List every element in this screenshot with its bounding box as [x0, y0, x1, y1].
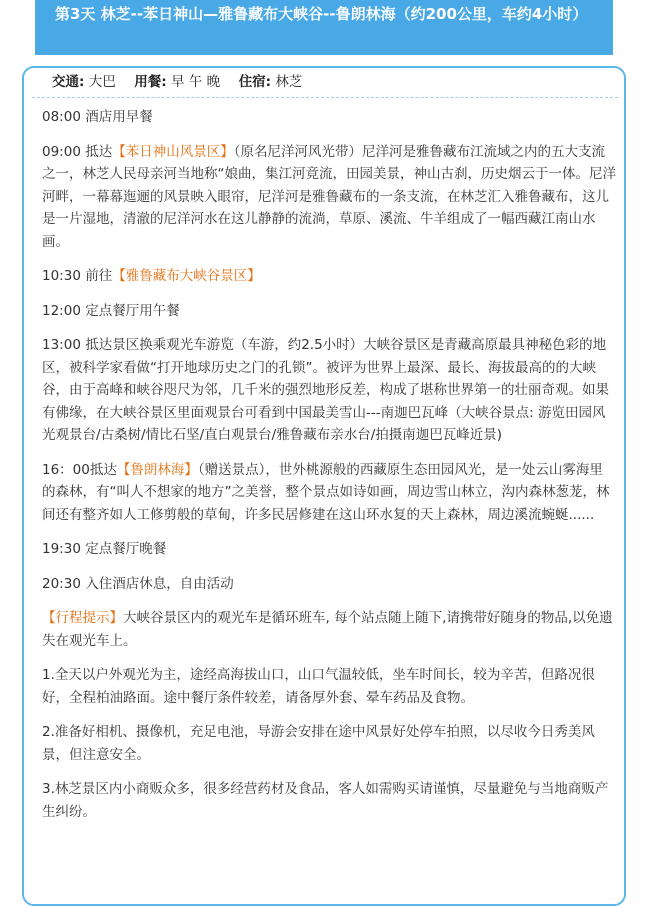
stay-label: 住宿:: [238, 74, 272, 90]
stay-value: 林芝: [275, 74, 303, 90]
itinerary-item: 09:00 抵达【苯日神山风景区】（原名尼洋河风光带）尼洋河是雅鲁藏布江流域之内的五大支流之一，林芝人民母亲河当地称“娘曲，集江河竟流，田园美景，神山古刹，历史烟云于一体。尼洋河畔，一幕幕迤逦的风景映入眼帘，尼洋河是雅鲁藏布的一条支流，在林芝汇入雅鲁藏布，这儿是一片湿地，清澈的尼洋河水在这儿静静的流淌，草原、溪流、牛羊组成了一幅西藏江南山水画。: [42, 143, 616, 250]
itinerary-item: 16：00抵达【鲁朗林海】（赠送景点），世外桃源般的西藏原生态田园风光，是一处云山雾海里的森林，有“叫人不想家的地方”之美誉，整个景点如诗如画，周边雪山林立，沟内森林葱茏，林间还有整齐如人工修剪般的草甸，许多民居修建在这山环水复的天上森林，周边溪流蜿蜒......: [42, 461, 610, 523]
divider: [32, 97, 618, 98]
day-title: 第3天 林芝--苯日神山—雅鲁藏布大峡谷--鲁朗林海（约200公里，车约4小时）: [55, 5, 588, 23]
itinerary-item: 19:30 定点餐厅晚餐: [42, 541, 167, 557]
itinerary-item: 13:00 抵达景区换乘观光车游览（车游，约2.5小时）大峡谷景区是青藏高原最具神秘色彩的地区，被科学家看做“打开地球历史之门的孔锁”。被评为世界上最深、最长、海拔最高的的大峡谷，由于高峰和峡谷咫尺为邻，几千米的强烈地形反差，构成了堪称世界第一的壮丽奇观。如果有佛缘，在大峡谷景区里面观景台可看到中国最美雪山---南迦巴瓦峰（大峡谷景点: 游览田园风光观景台/古桑树/情比石坚/直白观景台/雅鲁藏布亲水台/拍摄南迦巴瓦峰近景): [42, 337, 609, 443]
itinerary-tips: 【行程提示】大峡谷景区内的观光车是循环班车, 每个站点随上随下,请携带好随身的物品,以免遗失在观光车上。: [42, 610, 613, 649]
itinerary-item: 20:30 入住酒店休息，自由活动: [42, 575, 234, 592]
transport-label: 交通:: [52, 74, 85, 90]
scenic-spot-highlight: 【鲁朗林海】: [116, 461, 198, 478]
tip-item: 1.全天以户外观光为主，途经高海拔山口，山口气温较低，坐车时间长，较为辛苦，但路况很好，全程柏油路面。途中餐厅条件较差，请备厚外套、晕车药品及食物。: [42, 667, 595, 706]
itinerary-item: 10:30 前往【雅鲁藏布大峡谷景区】: [42, 268, 261, 284]
tip-item: 3.林芝景区内小商贩众多，很多经营药材及食品，客人如需购买请谨慎，尽量避免与当地商贩产生纠纷。: [42, 781, 609, 820]
transport-value: 大巴: [88, 74, 116, 90]
scenic-spot-highlight: 【苯日神山风景区】: [112, 143, 234, 160]
meals-label: 用餐:: [134, 74, 167, 90]
tip-item: 2.准备好相机、摄像机，充足电池，导游会安排在途中风景好处停车拍照，以尽收今日秀美风景，但注意安全。: [42, 724, 595, 763]
day-header: [35, 0, 613, 55]
info-row: [52, 72, 302, 92]
tips-highlight: 【行程提示】: [42, 610, 123, 626]
itinerary-item: 12:00 定点餐厅用午餐: [42, 302, 180, 319]
meals-value: 早 午 晚: [171, 74, 221, 90]
itinerary-content: [42, 106, 616, 835]
scenic-spot-highlight: 【雅鲁藏布大峡谷景区】: [112, 268, 261, 284]
itinerary-item: 08:00 酒店用早餐: [42, 109, 153, 125]
